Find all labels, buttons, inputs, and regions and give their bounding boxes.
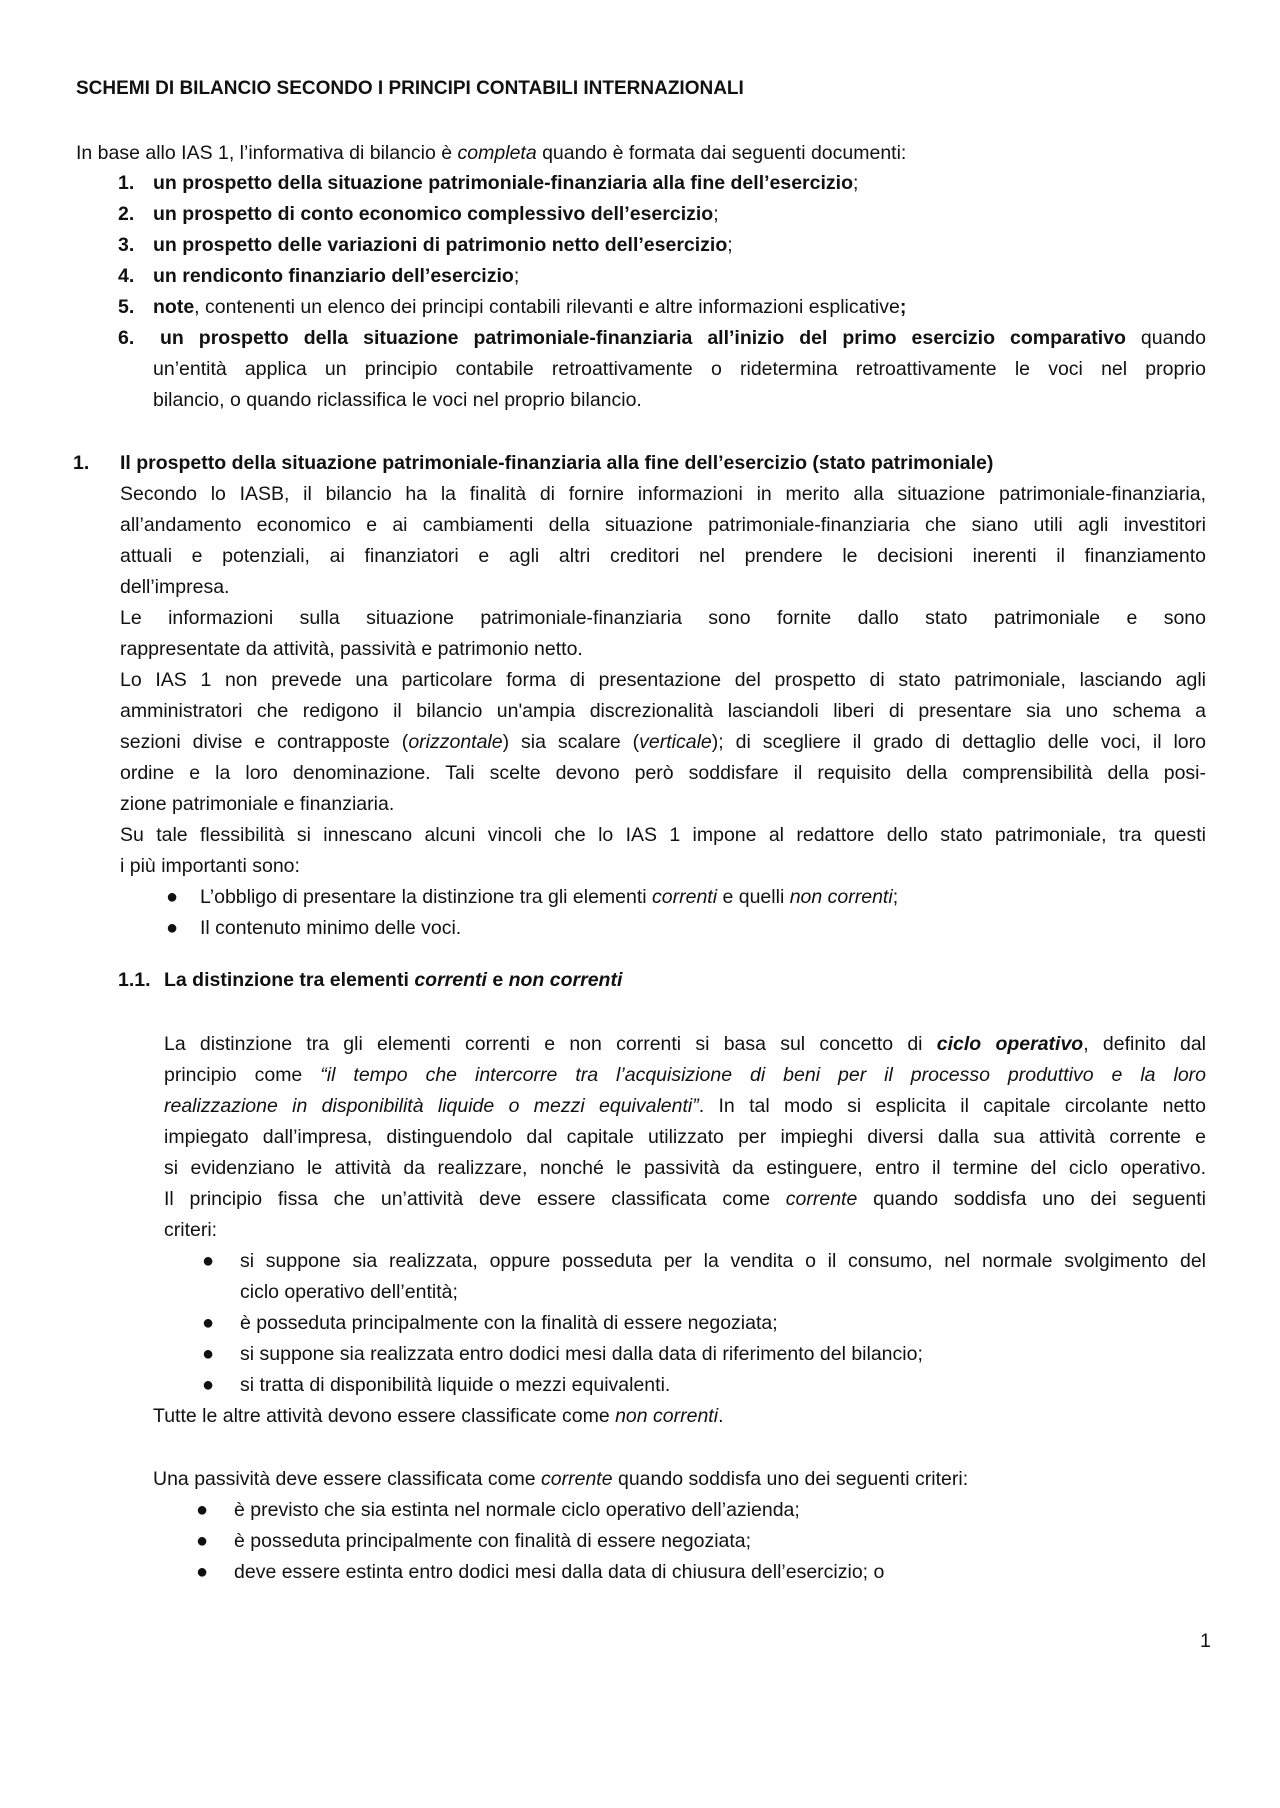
list-item: è posseduta principalmente con la finalità di essere negoziata; [240,1312,778,1334]
subsection-heading: La distinzione tra elementi correnti e non correnti [164,969,623,991]
paragraph-line: dell’impresa. [120,576,230,598]
page-number: 1 [1200,1630,1211,1652]
bullet-icon: ● [166,886,179,908]
doc-item-continuation: bilancio, o quando riclassifica le voci nel proprio bilancio. [153,389,642,411]
doc-item: un prospetto della situazione patrimoniale-finanziaria all’inizio del primo esercizio comparativo quando [160,327,1206,349]
bullet-icon: ● [196,1561,209,1583]
paragraph-line: principio come “il tempo che intercorre tra l’acquisizione di beni per il processo produttivo e la loro [164,1064,1207,1086]
intro-paragraph [76,138,906,168]
intro-text: In base allo IAS 1, l’informativa di bilancio è [76,142,458,164]
paragraph-line: rappresentate da attività, passività e patrimonio netto. [120,638,583,660]
paragraph-line: amministratori che redigono il bilancio un'ampia discrezionalità lasciandoli liberi di presentare sia uno schema a [120,700,1206,722]
bullet-icon: ● [202,1250,215,1272]
paragraph-line: Una passività deve essere classificata come corrente quando soddisfa uno dei seguenti criteri: [153,1468,969,1490]
doc-number: 2. [118,203,135,225]
bullet-icon: ● [166,917,179,939]
subsection-number: 1.1. [118,969,151,991]
intro-emphasis: completa [457,142,537,164]
bullet-icon: ● [202,1343,215,1365]
section-heading: Il prospetto della situazione patrimoniale-finanziaria alla fine dell’esercizio (stato patrimoniale) [120,452,994,474]
paragraph-line: impiegato dall’impresa, distinguendolo dal capitale utilizzato per impieghi diversi dalla sua attività corrente e [164,1126,1206,1148]
doc-item: un prospetto delle variazioni di patrimonio netto dell’esercizio; [153,234,733,256]
paragraph-line: criteri: [164,1219,218,1241]
doc-number: 6. [118,327,135,349]
paragraph-line: all’andamento economico e ai cambiamenti della situazione patrimoniale-finanziaria che siano utili agli investitori [120,514,1206,536]
paragraph-line: attuali e potenziali, ai finanziatori e agli altri creditori nel prendere le decisioni inerenti il finanziamento [120,545,1206,567]
list-item: si suppone sia realizzata entro dodici mesi dalla data di riferimento del bilancio; [240,1343,923,1365]
paragraph-line: zione patrimoniale e finanziaria. [120,793,395,815]
paragraph-line: Secondo lo IASB, il bilancio ha la finalità di fornire informazioni in merito alla situazione patrimoniale-finanziaria, [120,483,1206,505]
doc-number: 1. [118,172,135,194]
paragraph-line: i più importanti sono: [120,855,300,877]
intro-text-end: quando è formata dai seguenti documenti: [536,142,907,164]
paragraph-line: Su tale flessibilità si innescano alcuni vincoli che lo IAS 1 impone al redattore dello stato patrimoniale, tra questi [120,824,1206,846]
paragraph-line: Lo IAS 1 non prevede una particolare forma di presentazione del prospetto di stato patrimoniale, lasciando agli [120,669,1206,691]
paragraph-line: Tutte le altre attività devono essere classificate come non correnti. [153,1405,724,1427]
section-number: 1. [73,452,90,474]
list-item: L’obbligo di presentare la distinzione tra gli elementi correnti e quelli non correnti; [200,886,899,908]
doc-number: 4. [118,265,135,287]
bullet-icon: ● [196,1530,209,1552]
paragraph-line: La distinzione tra gli elementi correnti e non correnti si basa sul concetto di ciclo operativo, definito dal [164,1033,1207,1055]
page-title: SCHEMI DI BILANCIO SECONDO I PRINCIPI CONTABILI INTERNAZIONALI [76,78,744,99]
list-item-continuation: ciclo operativo dell’entità; [240,1281,458,1303]
paragraph-line: sezioni divise e contrapposte (orizzontale) sia scalare (verticale); di scegliere il grado di dettaglio delle voci, il loro [120,731,1206,753]
doc-item-continuation: un’entità applica un principio contabile retroattivamente o ridetermina retroattivamente le voci nel proprio [153,358,1206,380]
paragraph-line: Le informazioni sulla situazione patrimoniale-finanziaria sono fornite dallo stato patrimoniale e sono [120,607,1206,629]
doc-item: un rendiconto finanziario dell’esercizio; [153,265,520,287]
bullet-icon: ● [202,1374,215,1396]
paragraph-line: realizzazione in disponibilità liquide o mezzi equivalenti”. In tal modo si esplicita il capitale circolante netto [164,1095,1206,1117]
list-item: Il contenuto minimo delle voci. [200,917,462,939]
doc-item: un prospetto della situazione patrimoniale-finanziaria alla fine dell’esercizio; [153,172,859,194]
doc-item: un prospetto di conto economico complessivo dell’esercizio; [153,203,719,225]
doc-item: note, contenenti un elenco dei principi contabili rilevanti e altre informazioni esplicative; [153,296,907,318]
list-item: è previsto che sia estinta nel normale ciclo operativo dell’azienda; [234,1499,800,1521]
list-item: si tratta di disponibilità liquide o mezzi equivalenti. [240,1374,671,1396]
doc-number: 3. [118,234,135,256]
paragraph-line: Il principio fissa che un’attività deve essere classificata come corrente quando soddisfa uno dei seguenti [164,1188,1206,1210]
doc-number: 5. [118,296,135,318]
bullet-icon: ● [196,1499,209,1521]
paragraph-line: si evidenziano le attività da realizzare, nonché le passività da estinguere, entro il termine del ciclo operativo. [164,1157,1206,1179]
bullet-icon: ● [202,1312,215,1334]
list-item: si suppone sia realizzata, oppure posseduta per la vendita o il consumo, nel normale svolgimento del [240,1250,1206,1272]
list-item: è posseduta principalmente con finalità di essere negoziata; [234,1530,752,1552]
paragraph-line: ordine e la loro denominazione. Tali scelte devono però soddisfare il requisito della comprensibilità della posi- [120,762,1206,784]
list-item: deve essere estinta entro dodici mesi dalla data di chiusura dell’esercizio; o [234,1561,885,1583]
